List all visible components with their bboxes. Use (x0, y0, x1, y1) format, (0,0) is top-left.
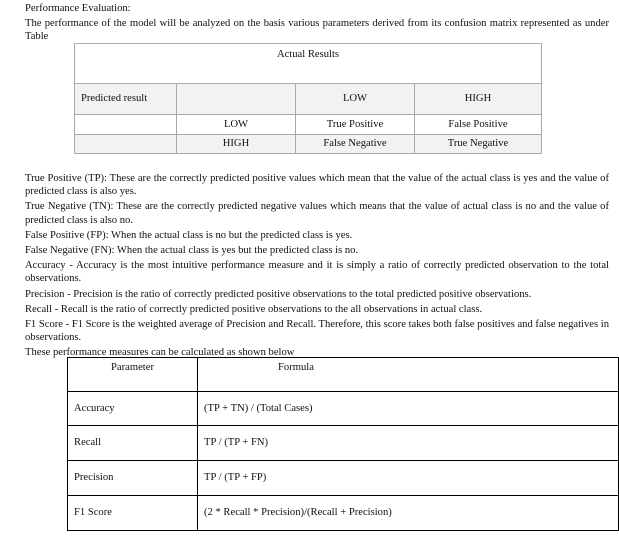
false-negative-cell: False Negative (296, 135, 415, 154)
formula-header: Formula (198, 358, 619, 392)
predicted-result-label: Predicted result (75, 84, 177, 115)
empty-cell (75, 115, 177, 135)
metrics-table (67, 357, 619, 531)
actual-results-header: Actual Results (75, 44, 542, 84)
definition-f1: F1 Score - F1 Score is the weighted average of Precision and Recall. Therefore, this score takes both false positives and false negatives in observations. (25, 319, 609, 344)
parameter-cell: Precision (68, 461, 198, 496)
parameter-cell: Recall (68, 426, 198, 461)
true-negative-cell: True Negative (415, 135, 542, 154)
empty-cell (177, 84, 296, 115)
formula-cell: TP / (TP + FP) (198, 461, 619, 496)
true-positive-cell: True Positive (296, 115, 415, 135)
confusion-matrix-table (74, 43, 542, 154)
row-low-label: LOW (177, 115, 296, 135)
definition-accuracy: Accuracy - Accuracy is the most intuitive performance measure and it is simply a ratio of correctly predicted observation to the total observations. (25, 260, 609, 285)
formula-cell: (2 * Recall * Precision)/(Recall + Precision) (198, 496, 619, 531)
definition-fp: False Positive (FP): When the actual class is no but the predicted class is yes. (25, 229, 353, 241)
section-heading: Performance Evaluation: (25, 3, 131, 14)
definition-tp: True Positive (TP): These are the correctly predicted positive values which mean that the value of the actual class is yes and the value of predicted class is also yes. (25, 173, 609, 198)
intro-paragraph: The performance of the model will be analyzed on the basis various parameters derived from its confusion matrix represented as under Table (25, 18, 609, 43)
definitions-block (25, 172, 609, 360)
measures-intro: These performance measures can be calculated as shown below (25, 347, 295, 359)
parameter-header: Parameter (68, 358, 198, 392)
row-high-label: HIGH (177, 135, 296, 154)
definition-precision: Precision - Precision is the ratio of correctly predicted positive observations to the total predicted positive observations. (25, 288, 532, 300)
formula-cell: (TP + TN) / (Total Cases) (198, 392, 619, 426)
column-high-header: HIGH (415, 84, 542, 115)
empty-cell (75, 135, 177, 154)
definition-fn: False Negative (FN): When the actual class is yes but the predicted class is no. (25, 245, 359, 257)
parameter-cell: F1 Score (68, 496, 198, 531)
definition-tn: True Negative (TN): These are the correctly predicted negative values which means that the value of actual class is no and the value of predicted class is also no. (25, 201, 609, 226)
column-low-header: LOW (296, 84, 415, 115)
false-positive-cell: False Positive (415, 115, 542, 135)
definition-recall: Recall - Recall is the ratio of correctly predicted positive observations to the all observations in actual class. (25, 303, 483, 315)
formula-cell: TP / (TP + FN) (198, 426, 619, 461)
parameter-cell: Accuracy (68, 392, 198, 426)
